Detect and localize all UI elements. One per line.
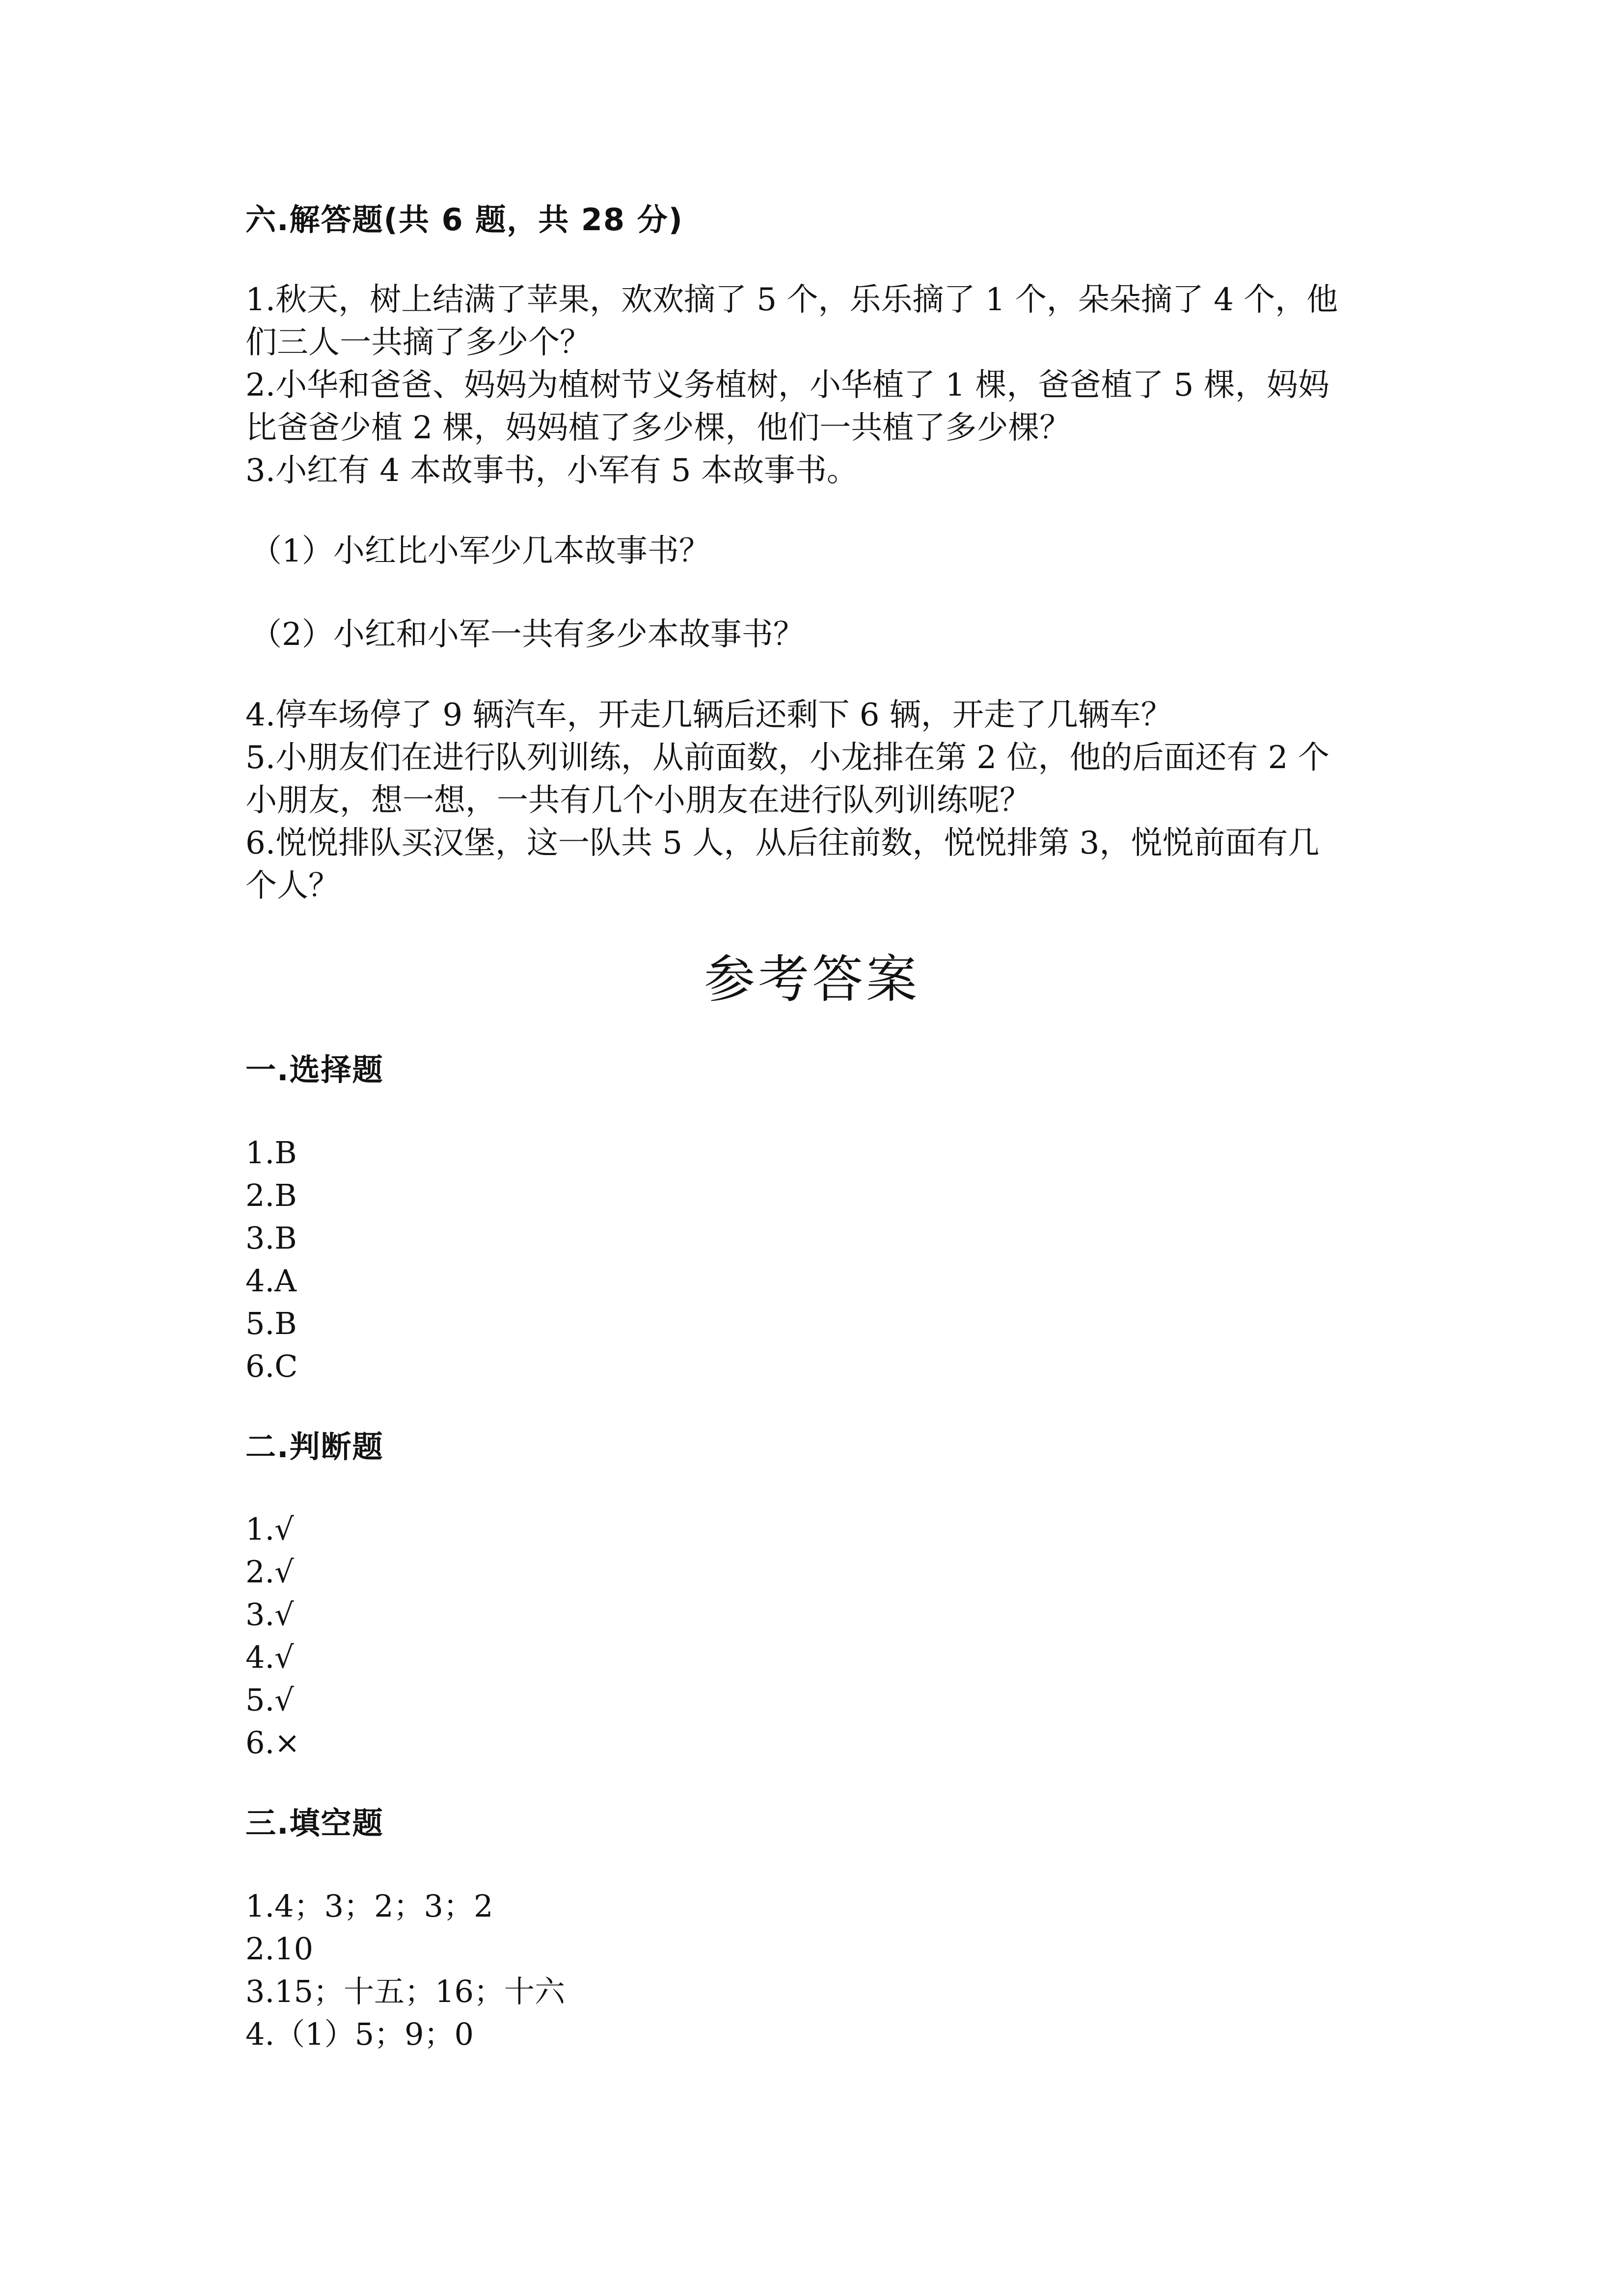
question-5 [245,737,1375,822]
answer-item: 1.4；3；2；3；2 [245,1888,493,1924]
answer-item: 1.B [245,1135,297,1171]
question-3-part-1: （1）小红比小军少几本故事书？ [250,533,710,569]
question-3 [245,450,1375,492]
choice-answers-heading: 一.选择题 [245,1052,384,1088]
question-5-line-2: 小朋友，想一想，一共有几个小朋友在进行队列训练呢？ [245,782,1031,819]
question-2 [245,364,1375,450]
question-6-line-1: 6.悦悦排队买汉堡，这一队共 5 人，从后往前数，悦悦排第 3，悦悦前面有几 [245,825,1320,861]
answer-item: 2.√ [245,1554,294,1590]
section-six-heading: 六.解答题(共 6 题，共 28 分) [245,202,683,238]
judge-answers-heading: 二.判断题 [245,1429,384,1465]
question-2-line-2: 比爸爸少植 2 棵，妈妈植了多少棵，他们一共植了多少棵？ [245,410,1071,446]
question-3-part-2: （2）小红和小军一共有多少本故事书？ [250,616,805,653]
question-1-line-1: 1.秋天，树上结满了苹果，欢欢摘了 5 个，乐乐摘了 1 个，朵朵摘了 4 个，他 [245,282,1338,318]
answer-item: 2.B [245,1177,297,1213]
choice-answers-list [245,1131,1375,1388]
answer-item: 4.（1）5；9；0 [245,2016,474,2052]
answer-item: 3.B [245,1220,297,1256]
question-4 [245,694,1375,737]
answer-item: 4.A [245,1263,297,1299]
answer-item: 1.√ [245,1511,294,1547]
answer-item: 6.× [245,1725,300,1761]
answers-title: 参考答案 [704,949,920,1009]
question-5-line-1: 5.小朋友们在进行队列训练，从前面数，小龙排在第 2 位，他的后面还有 2 个 [245,740,1329,776]
answer-item: 4.√ [245,1639,294,1675]
question-3-text: 3.小红有 4 本故事书，小军有 5 本故事书。 [245,453,858,489]
answer-item: 3.15；十五；16；十六 [245,1974,565,2009]
answer-item: 5.√ [245,1682,294,1718]
question-6 [245,822,1375,908]
fill-answers-heading: 三.填空题 [245,1805,384,1841]
question-1-line-2: 们三人一共摘了多少个？ [245,324,591,361]
question-1 [245,279,1375,364]
judge-answers-list [245,1508,1375,1764]
answer-item: 5.B [245,1306,297,1341]
question-2-line-1: 2.小华和爸爸、妈妈为植树节义务植树，小华植了 1 棵，爸爸植了 5 棵，妈妈 [245,367,1329,403]
answer-item: 6.C [245,1348,298,1384]
question-6-line-2: 个人？ [245,868,340,904]
answer-item: 3.√ [245,1597,294,1632]
question-4-text: 4.停车场停了 9 辆汽车，开走几辆后还剩下 6 辆，开走了几辆车？ [245,697,1172,733]
fill-answers-list [245,1885,1375,2056]
answer-item: 2.10 [245,1931,314,1967]
